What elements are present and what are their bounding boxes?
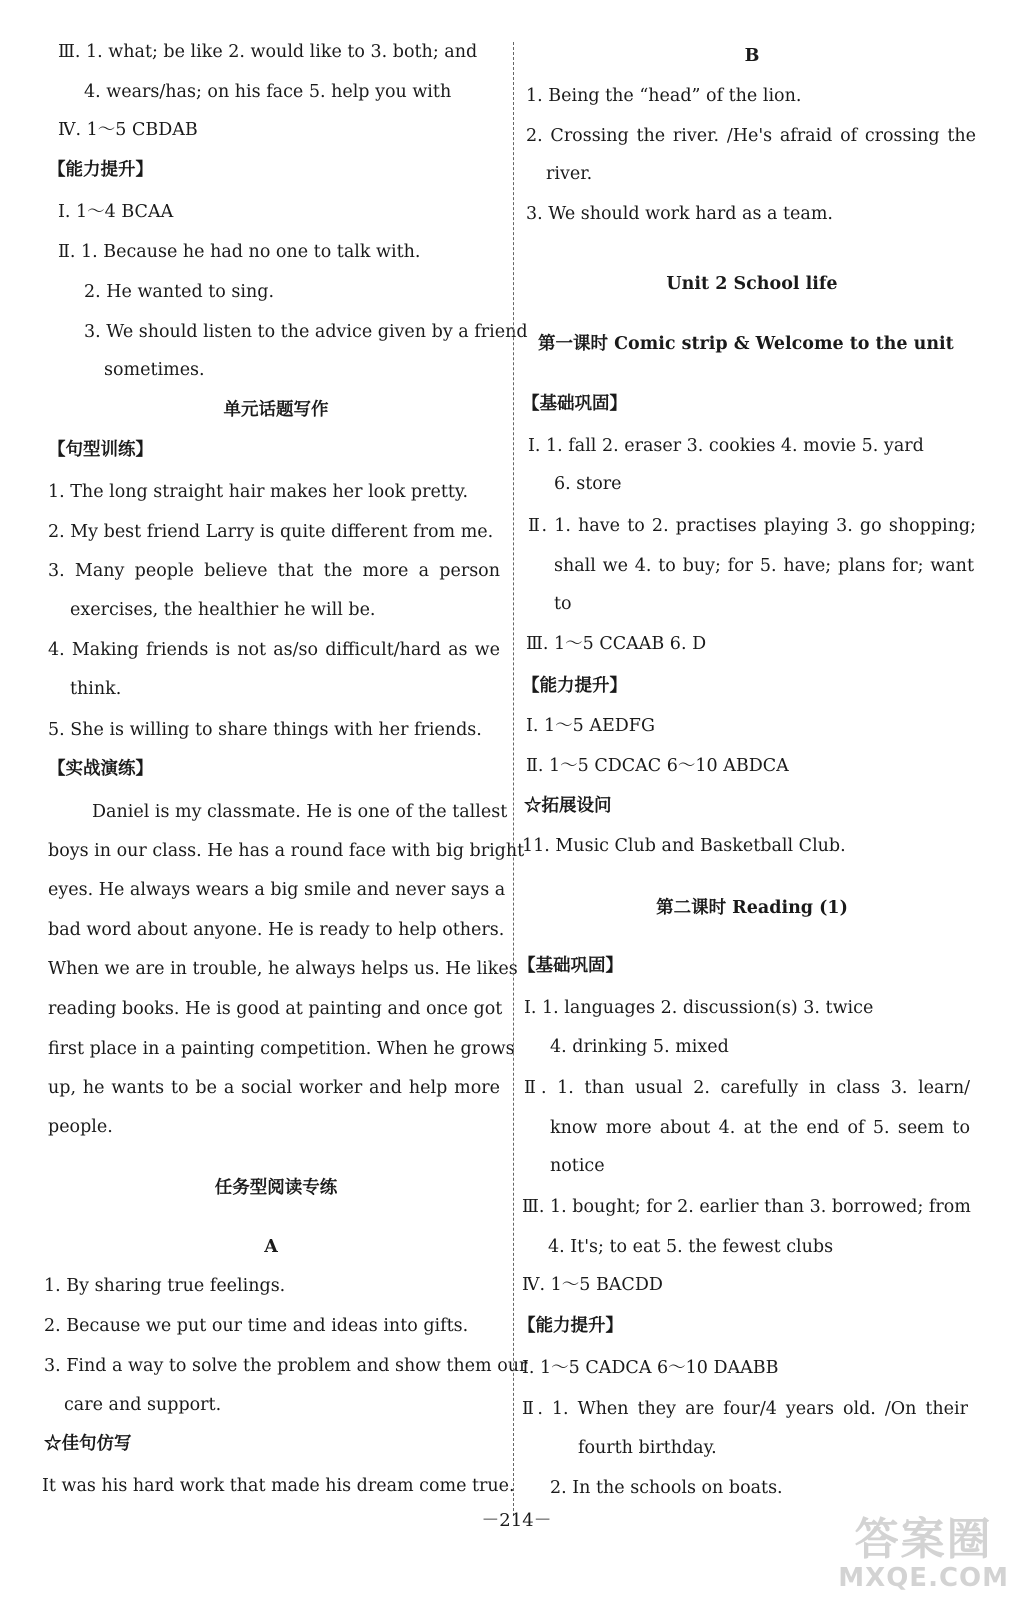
section-label: 【基础巩固】: [522, 394, 627, 414]
watermark-site: MXQE.COM: [838, 1563, 1009, 1593]
answer-line: Ⅱ. 1～5 CDCAC 6～10 ABDCA: [526, 756, 789, 776]
answer-line: 4. drinking 5. mixed: [550, 1037, 729, 1057]
answer-line: 6. store: [554, 474, 622, 494]
section-label: 【实战演练】: [48, 759, 153, 779]
answer-line: Ⅰ. 1. fall 2. eraser 3. cookies 4. movie 5. yard: [528, 436, 924, 456]
answer-line: 1. The long straight hair makes her look pretty.: [48, 482, 469, 502]
section-label: ☆拓展设问: [524, 796, 612, 816]
essay-line: When we are in trouble, he always helps us. He likes: [48, 959, 518, 979]
answer-line: Ⅲ. 1. what; be like 2. would like to 3. both; and: [58, 42, 478, 62]
section-label: 【能力提升】: [48, 160, 153, 180]
answer-line: 3. We should listen to the advice given by a friend: [84, 322, 528, 342]
answer-line: Ⅳ. 1～5 CBDAB: [58, 120, 198, 140]
answer-line: river.: [546, 164, 593, 184]
section-label: 【能力提升】: [518, 1316, 623, 1336]
subsection-title: A: [264, 1237, 278, 1257]
section-label: 【能力提升】: [522, 676, 627, 696]
essay-line: Daniel is my classmate. He is one of the tallest: [92, 802, 508, 822]
subsection-title: B: [744, 46, 760, 66]
lesson-title: 第二课时 Reading (1): [656, 898, 848, 918]
answer-line: Ⅱ. 1. than usual 2. carefully in class 3. learn/: [524, 1078, 970, 1098]
essay-line: people.: [48, 1117, 113, 1137]
answer-line: Ⅲ. 1～5 CCAAB 6. D: [526, 634, 707, 654]
answer-line: Ⅰ. 1～5 CADCA 6～10 DAABB: [522, 1358, 779, 1378]
essay-line: bad word about anyone. He is ready to help others.: [48, 920, 505, 940]
answer-line: notice: [550, 1156, 605, 1176]
answer-line: 2. Crossing the river. /He's afraid of crossing the: [526, 126, 976, 146]
answer-line: 2. In the schools on boats.: [550, 1478, 783, 1498]
answer-line: 2. My best friend Larry is quite different from me.: [48, 522, 494, 542]
answer-line: Ⅱ. 1. When they are four/4 years old. /On their: [522, 1399, 968, 1419]
essay-line: boys in our class. He has a round face with big bright: [48, 841, 525, 861]
answer-line: 2. Because we put our time and ideas into gifts.: [44, 1316, 469, 1336]
answer-line: 3. Find a way to solve the problem and show them our: [44, 1356, 528, 1376]
answer-line: care and support.: [64, 1395, 222, 1415]
watermark: [838, 1516, 1009, 1592]
answer-line: shall we 4. to buy; for 5. have; plans for; want: [554, 556, 974, 576]
answer-line: Ⅰ. 1～5 AEDFG: [526, 716, 655, 736]
section-label: ☆佳句仿写: [44, 1434, 132, 1454]
answer-line: Ⅳ. 1～5 BACDD: [522, 1275, 663, 1295]
answer-line: sometimes.: [104, 360, 205, 380]
answer-line: exercises, the healthier he will be.: [70, 600, 376, 620]
section-label: 【基础巩固】: [518, 956, 623, 976]
answer-line: Ⅰ. 1. languages 2. discussion(s) 3. twice: [524, 998, 874, 1018]
answer-line: 5. She is willing to share things with her friends.: [48, 720, 482, 740]
answer-line: Ⅱ. 1. Because he had no one to talk with.: [58, 242, 421, 262]
essay-line: up, he wants to be a social worker and help more: [48, 1078, 500, 1098]
answer-line: It was his hard work that made his dream come true.: [42, 1476, 515, 1496]
answer-line: 3. Many people believe that the more a person: [48, 561, 500, 581]
answer-line: 1. Being the “head” of the lion.: [526, 86, 802, 106]
essay-line: first place in a painting competition. When he grows: [48, 1039, 515, 1059]
answer-line: 1. By sharing true feelings.: [44, 1276, 286, 1296]
answer-line: 4. It's; to eat 5. the fewest clubs: [548, 1237, 834, 1257]
answer-line: to: [554, 594, 572, 614]
section-title: 任务型阅读专练: [214, 1178, 338, 1198]
section-title: 单元话题写作: [223, 400, 329, 420]
unit-title: Unit 2 School life: [666, 274, 838, 294]
answer-line: 2. He wanted to sing.: [84, 282, 275, 302]
answer-line: Ⅲ. 1. bought; for 2. earlier than 3. borrowed; from: [522, 1197, 971, 1217]
answer-line: 4. wears/has; on his face 5. help you with: [84, 82, 452, 102]
essay-line: eyes. He always wears a big smile and never says a: [48, 880, 506, 900]
answer-line: 3. We should work hard as a team.: [526, 204, 833, 224]
column-divider: [513, 42, 514, 1516]
lesson-title: 第一课时 Comic strip & Welcome to the unit: [538, 334, 954, 354]
essay-line: reading books. He is good at painting and once got: [48, 999, 503, 1019]
section-label: 【句型训练】: [48, 440, 153, 460]
answer-line: 11. Music Club and Basketball Club.: [522, 836, 846, 856]
answer-line: 4. Making friends is not as/so difficult/hard as we: [48, 640, 500, 660]
answer-line: Ⅱ. 1. have to 2. practises playing 3. go shopping;: [528, 516, 976, 536]
answer-line: fourth birthday.: [578, 1438, 717, 1458]
answer-line: Ⅰ. 1～4 BCAA: [58, 202, 174, 222]
page-number: －214－: [481, 1510, 552, 1531]
watermark-logo-text: 答案圈: [854, 1514, 993, 1565]
answer-line: know more about 4. at the end of 5. seem to: [550, 1118, 970, 1138]
answer-line: think.: [70, 679, 122, 699]
